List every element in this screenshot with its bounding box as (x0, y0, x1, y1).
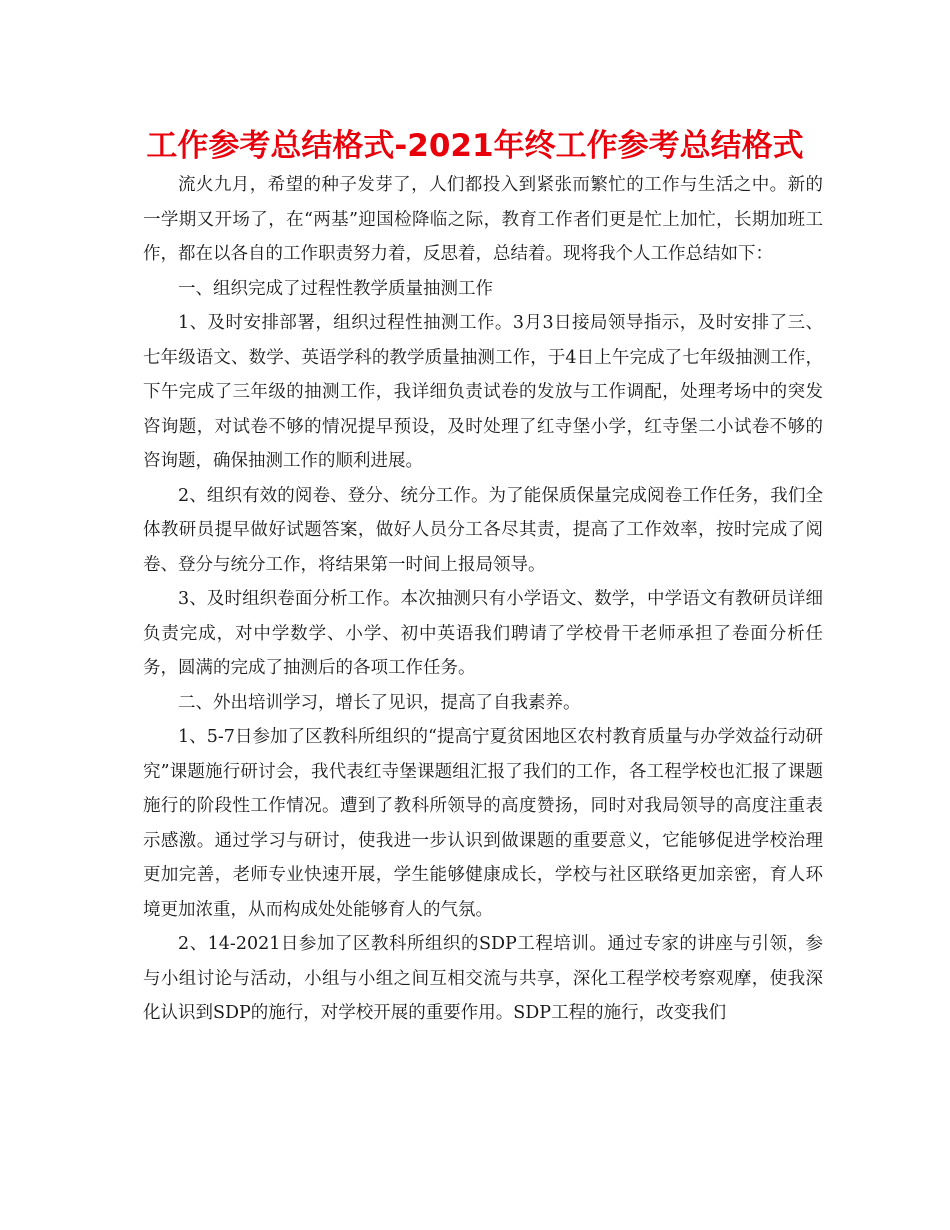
document-title: 工作参考总结格式-2021年终工作参考总结格式 (146, 128, 804, 164)
paragraph-2-2: 2、14-2021日参加了区教科所组织的SDP工程培训。通过专家的讲座与引领，参与小组讨论与活动，小组与小组之间互相交流与共享，深化工程学校考察观摩，使我深化认识到SDP的施行，对学校开展的重要作用。SDP工程的施行，改变我们 (143, 934, 823, 1023)
paragraph-1-2: 2、组织有效的阅卷、登分、统分工作。为了能保质保量完成阅卷工作任务，我们全体教研员提早做好试题答案，做好人员分工各尽其责，提高了工作效率，按时完成了阅卷、登分与统分工作，将结果第一时间上报局领导。 (143, 485, 823, 575)
paragraph-1-1: 1、及时安排部署，组织过程性抽测工作。3月3日接局领导指示，及时安排了三、七年级语文、数学、英语学科的教学质量抽测工作，于4日上午完成了七年级抽测工作，下午完成了三年级的抽测工作，我详细负责试卷的发放与工作调配，处理考场中的突发咨询题，对试卷不够的情况提早预设，及时处理了红寺堡小学，红寺堡二小试卷不够的咨询题，确保抽测工作的顺利进展。 (143, 313, 823, 471)
section-heading-1: 一、组织完成了过程性教学质量抽测工作 (178, 278, 493, 299)
paragraph-1-3: 3、及时组织卷面分析工作。本次抽测只有小学语文、数学，中学语文有教研员详细负责完成，对中学数学、小学、初中英语我们聘请了学校骨干老师承担了卷面分析任务，圆满的完成了抽测后的各项工作任务。 (143, 589, 823, 678)
document-body (143, 168, 823, 1031)
paragraph-2-1: 1、5-7日参加了区教科所组织的“提高宁夏贫困地区农村教育质量与办学效益行动研究”课题施行研讨会，我代表红寺堡课题组汇报了我们的工作，各工程学校也汇报了课题施行的阶段性工作情况。遭到了教科所领导的高度赞扬，同时对我局领导的高度注重表示感激。通过学习与研讨，使我进一步认识到做课题的重要意义，它能够促进学校治理更加完善，老师专业快速开展，学生能够健康成长，学校与社区联络更加亲密，育人环境更加浓重，从而构成处处能够育人的气氛。 (143, 727, 823, 920)
paragraph-intro: 流火九月，希望的种子发芽了，人们都投入到紧张而繁忙的工作与生活之中。新的一学期又开场了，在“两基”迎国检降临之际，教育工作者们更是忙上加忙，长期加班工作，都在以各自的工作职责努力着，反思着，总结着。现将我个人工作总结如下： (143, 175, 823, 264)
section-heading-2: 二、外出培训学习，增长了见识，提高了自我素养。 (178, 692, 581, 713)
